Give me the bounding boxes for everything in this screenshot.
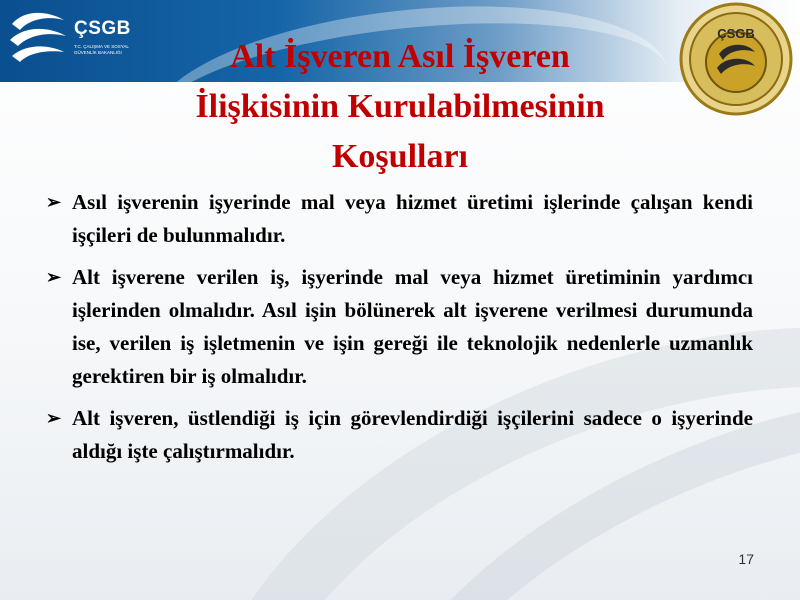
csgb-wave-icon <box>6 8 70 66</box>
title-line: İlişkisinin Kurulabilmesinin <box>195 88 605 125</box>
arrow-bullet-icon: ➢ <box>46 267 62 287</box>
logo-subtitle: T.C. ÇALIŞMA VE SOSYAL GÜVENLİK BAKANLIĞI <box>74 44 129 55</box>
bullet-list <box>46 186 753 477</box>
arrow-bullet-icon: ➢ <box>46 408 62 428</box>
bullet-text: Alt işverene verilen iş, işyerinde mal veya hizmet üretiminin yardımcı işlerinden olmalıdır. Asıl işin bölünerek alt işverene verilmesi durumunda ise, verilen iş işletmenin ve işin gereği ile teknolojik nedenlerle uzmanlık gerektiren bir iş olmalıdır. <box>72 265 753 388</box>
logo-name: ÇSGB <box>74 18 131 39</box>
seal-emblem-icon <box>679 2 793 116</box>
page-number: 17 <box>738 551 754 567</box>
slide-title <box>110 32 690 182</box>
teftis-seal <box>679 2 793 116</box>
bullet-item <box>46 261 753 393</box>
title-line: Koşulları <box>331 138 469 175</box>
bullet-text: Asıl işverenin işyerinde mal veya hizmet üretimi işlerinde çalışan kendi işçileri de bulunmalıdır. <box>72 190 753 247</box>
title-line: Alt İşveren Asıl İşveren <box>230 38 570 75</box>
seal-top-text: ÇSGB <box>717 26 755 41</box>
bullet-item <box>46 402 753 468</box>
arrow-bullet-icon: ➢ <box>46 192 62 212</box>
bullet-text: Alt işveren, üstlendiği iş için görevlendirdiği işçilerini sadece o işyerinde aldığı işte çalıştırmalıdır. <box>72 406 753 463</box>
bullet-item <box>46 186 753 252</box>
